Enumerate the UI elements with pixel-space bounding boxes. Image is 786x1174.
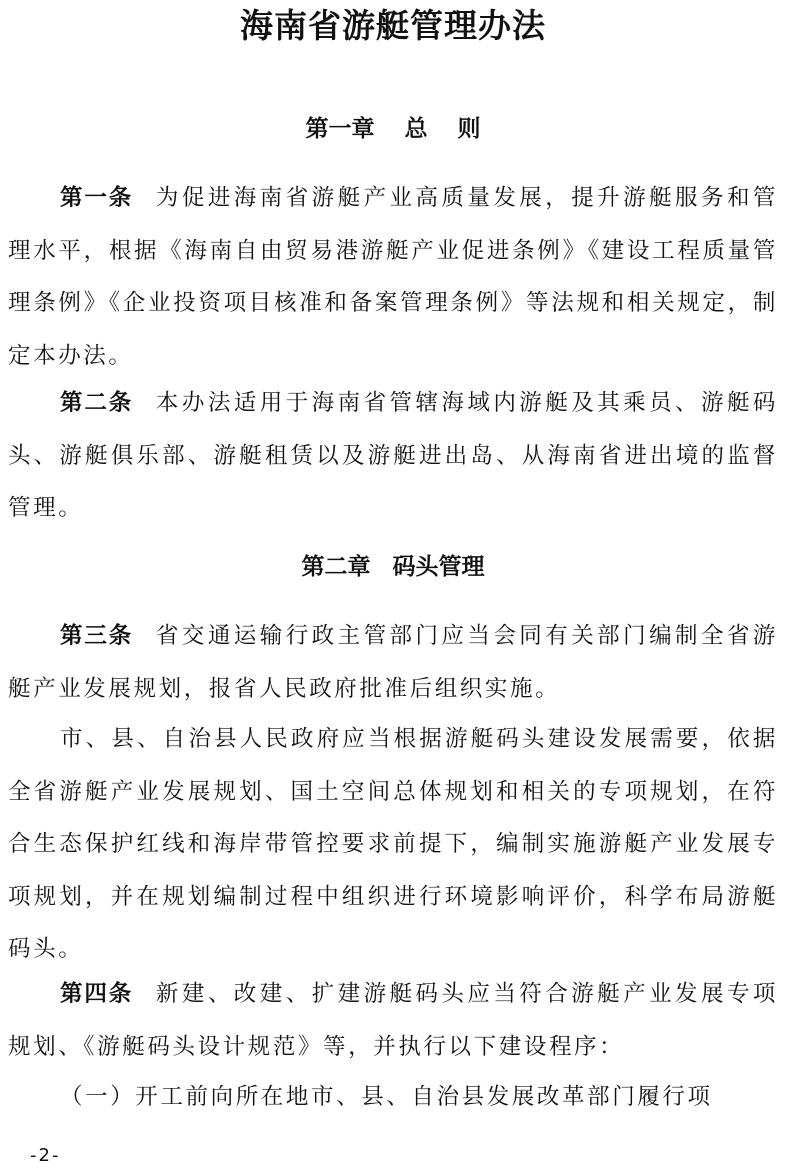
article-text: 省交通运输行政主管部门应当会同有关部门编制全省游艇产业发展规划，报省人民政府批准后组织实施。	[8, 623, 778, 702]
article-text: 新建、改建、扩建游艇码头应当符合游艇产业发展专项规划、《游艇码头设计规范》等，并执行以下建设程序：	[8, 981, 778, 1060]
article-number: 第四条	[60, 981, 134, 1007]
article-number: 第三条	[60, 623, 134, 649]
article-paragraph-4	[8, 968, 778, 1073]
chapter-number: 第二章	[301, 554, 371, 580]
chapter-heading-2	[0, 551, 786, 583]
article-text: 本办法适用于海南省管辖海域内游艇及其乘员、游艇码头、游艇俱乐部、游艇租赁以及游艇进出岛、从海南省进出境的监督管理。	[8, 390, 778, 521]
document-title: 海南省游艇管理办法	[240, 6, 546, 45]
chapter-heading-1	[0, 113, 786, 145]
chapter-title-2: 则	[457, 116, 481, 142]
article-paragraph-1	[8, 172, 778, 382]
article-number: 第一条	[60, 185, 134, 211]
paragraph-text: （一）开工前向所在地市、县、自治县发展改革部门履行项	[60, 1084, 713, 1110]
chapter-title: 总	[404, 116, 428, 142]
body-paragraph	[8, 713, 778, 976]
article-paragraph-3	[8, 610, 778, 715]
chapter-title: 码头管理	[392, 554, 485, 580]
page-number: -2-	[30, 1145, 61, 1166]
list-item-paragraph	[8, 1071, 778, 1124]
chapter-number: 第一章	[305, 116, 375, 142]
paragraph-text: 市、县、自治县人民政府应当根据游艇码头建设发展需要，依据全省游艇产业发展规划、国土空间总体规划和相关的专项规划，在符合生态保护红线和海岸带管控要求前提下，编制实施游艇产业发展专项规划，并在规划编制过程中组织进行环境影响评价，科学布局游艇码头。	[8, 726, 778, 962]
article-paragraph-2	[8, 377, 778, 535]
article-text: 为促进海南省游艇产业高质量发展，提升游艇服务和管理水平，根据《海南自由贸易港游艇产业促进条例》《建设工程质量管理条例》《企业投资项目核准和备案管理条例》等法规和相关规定，制定本办法。	[8, 185, 778, 369]
article-number: 第二条	[60, 390, 134, 416]
